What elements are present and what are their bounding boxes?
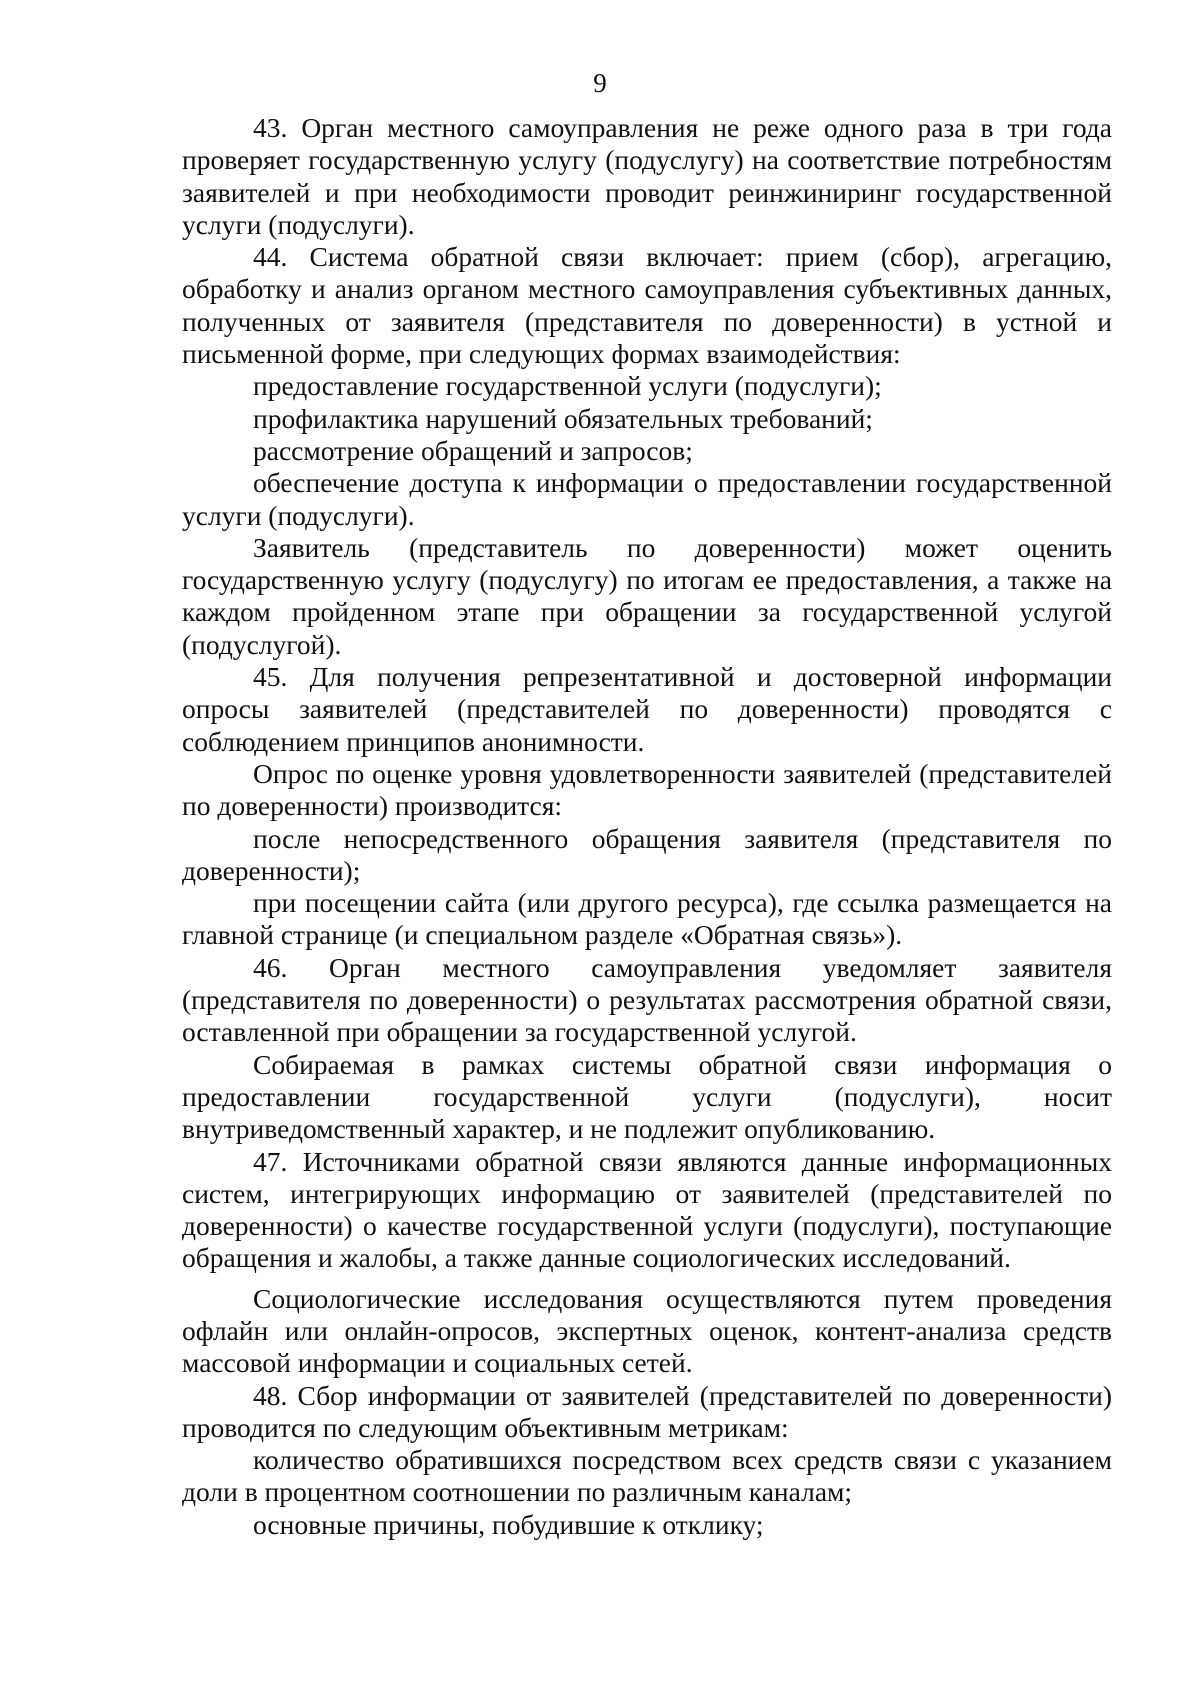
- paragraph-44: 44. Система обратной связи включает: прием (сбор), агрегацию, обработку и анализ органом местного самоуправления субъективных данных, полученных от заявителя (представителя по доверенности) в устной и письменной форме, при следующих формах взаимодействия:: [182, 241, 1112, 370]
- paragraph-46: 46. Орган местного самоуправления уведомляет заявителя (представителя по доверенности) о результатах рассмотрения обратной связи, оставленной при обращении за государственной услугой.: [182, 951, 1112, 1048]
- paragraph: Собираемая в рамках системы обратной связи информация о предоставлении государственной услуги (подуслуги), носит внутриведомственный характер, и не подлежит опубликованию.: [182, 1048, 1112, 1145]
- paragraph-45: 45. Для получения репрезентативной и достоверной информации опросы заявителей (представителей по доверенности) проводятся с соблюдением принципов анонимности.: [182, 661, 1112, 757]
- list-item: количество обратившихся посредством всех средств связи с указанием доли в процентном соотношении по различным каналам;: [182, 1444, 1112, 1508]
- paragraph: Социологические исследования осуществляются путем проведения офлайн или онлайн-опросов, экспертных оценок, контент-анализа средств массовой информации и социальных сетей.: [182, 1282, 1112, 1379]
- document-body: [182, 112, 1112, 1541]
- paragraph: Опрос по оценке уровня удовлетворенности заявителей (представителей по доверенности) производится:: [182, 757, 1112, 822]
- list-item: основные причины, побудившие к отклику;: [253, 1508, 764, 1540]
- list-item: после непосредственного обращения заявителя (представителя по доверенности);: [182, 822, 1112, 886]
- list-item: рассмотрение обращений и запросов;: [253, 434, 693, 466]
- list-item: профилактика нарушений обязательных требований;: [253, 402, 873, 434]
- list-item: обеспечение доступа к информации о предоставлении государственной услуги (подуслуги).: [182, 467, 1112, 531]
- paragraph-47: 47. Источниками обратной связи являются данные информационных систем, интегрирующих информацию от заявителей (представителей по доверенности) о качестве государственной услуги (подуслуги), поступающие обращения и жалобы, а также данные социологических исследований.: [182, 1145, 1112, 1274]
- list-item: предоставление государственной услуги (подуслуги);: [253, 370, 882, 402]
- list-item: при посещении сайта (или другого ресурса), где ссылка размещается на главной странице (и специальном разделе «Обратная связь»).: [182, 887, 1112, 951]
- paragraph: Заявитель (представитель по доверенности) может оценить государственную услугу (подуслугу) по итогам ее предоставления, а также на каждом пройденном этапе при обращении за государственной услугой (подуслугой).: [182, 531, 1112, 660]
- paragraph-43: 43. Орган местного самоуправления не реже одного раза в три года проверяет государственную услугу (подуслугу) на соответствие потребностям заявителей и при необходимости проводит реинжиниринг государственной услуги (подуслуги).: [182, 112, 1112, 240]
- page-number: 9: [593, 68, 607, 98]
- paragraph-48: 48. Сбор информации от заявителей (представителей по доверенности) проводится по следующим объективным метрикам:: [182, 1379, 1112, 1443]
